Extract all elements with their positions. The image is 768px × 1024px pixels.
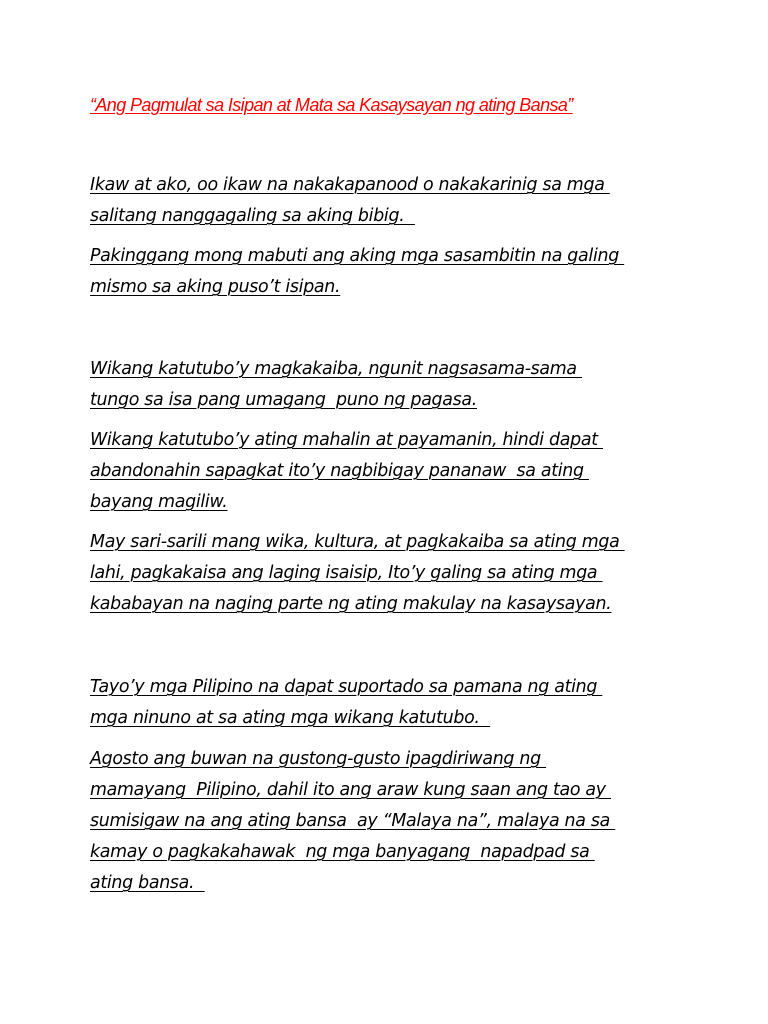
paragraph-5 (90, 527, 625, 620)
paragraph-line: mismo sa aking puso’t isipan. (90, 277, 341, 297)
paragraph-line: ating bansa. (90, 873, 205, 893)
paragraph-line: kababayan na naging parte ng ating makulay na kasaysayan. (90, 594, 612, 614)
paragraph-line: bayang magiliw. (90, 492, 228, 512)
paragraph-line: Wikang katutubo’y magkakaiba, ngunit nagsasama-sama (90, 359, 583, 379)
document-title: “Ang Pagmulat sa Isipan at Mata sa Kasaysayan ng ating Bansa” (90, 95, 573, 115)
paragraph-line: Ikaw at ako, oo ikaw na nakakapanood o nakakarinig sa mga (90, 175, 610, 195)
paragraph-line: Wikang katutubo’y ating mahalin at payamanin, hindi dapat (90, 430, 603, 450)
paragraph-2 (90, 241, 624, 303)
paragraph-1 (90, 170, 610, 232)
paragraph-line: Agosto ang buwan na gustong-gusto ipagdiriwang ng (90, 749, 547, 769)
paragraph-4 (90, 425, 603, 518)
paragraph-line: lahi, pagkakaisa ang laging isaisip, Ito’y galing sa ating mga (90, 563, 603, 583)
paragraph-line: tungo sa isa pang umagang puno ng pagasa. (90, 390, 477, 410)
paragraph-line: Pakinggang mong mabuti ang aking mga sasambitin na galing (90, 246, 625, 266)
paragraph-line: mamayang Pilipino, dahil ito ang araw kung saan ang tao ay (90, 780, 611, 800)
paragraph-line: sumisigaw na ang ating bansa ay “Malaya na”, malaya na sa (90, 811, 616, 831)
paragraph-line: salitang nanggagaling sa aking bibig. (90, 206, 415, 226)
paragraph-6 (90, 672, 602, 734)
paragraph-7 (90, 744, 615, 899)
paragraph-line: abandonahin sapagkat ito’y nagbibigay pananaw sa ating (90, 461, 589, 481)
paragraph-line: mga ninuno at sa ating mga wikang katutubo. (90, 708, 491, 728)
paragraph-line: kamay o pagkakahawak ng mga banyagang napadpad sa (90, 842, 595, 862)
paragraph-line: May sari-sarili mang wika, kultura, at pagkakaiba sa ating mga (90, 532, 625, 552)
paragraph-line: Tayo’y mga Pilipino na dapat suportado sa pamana ng ating (90, 677, 603, 697)
paragraph-3 (90, 354, 582, 416)
